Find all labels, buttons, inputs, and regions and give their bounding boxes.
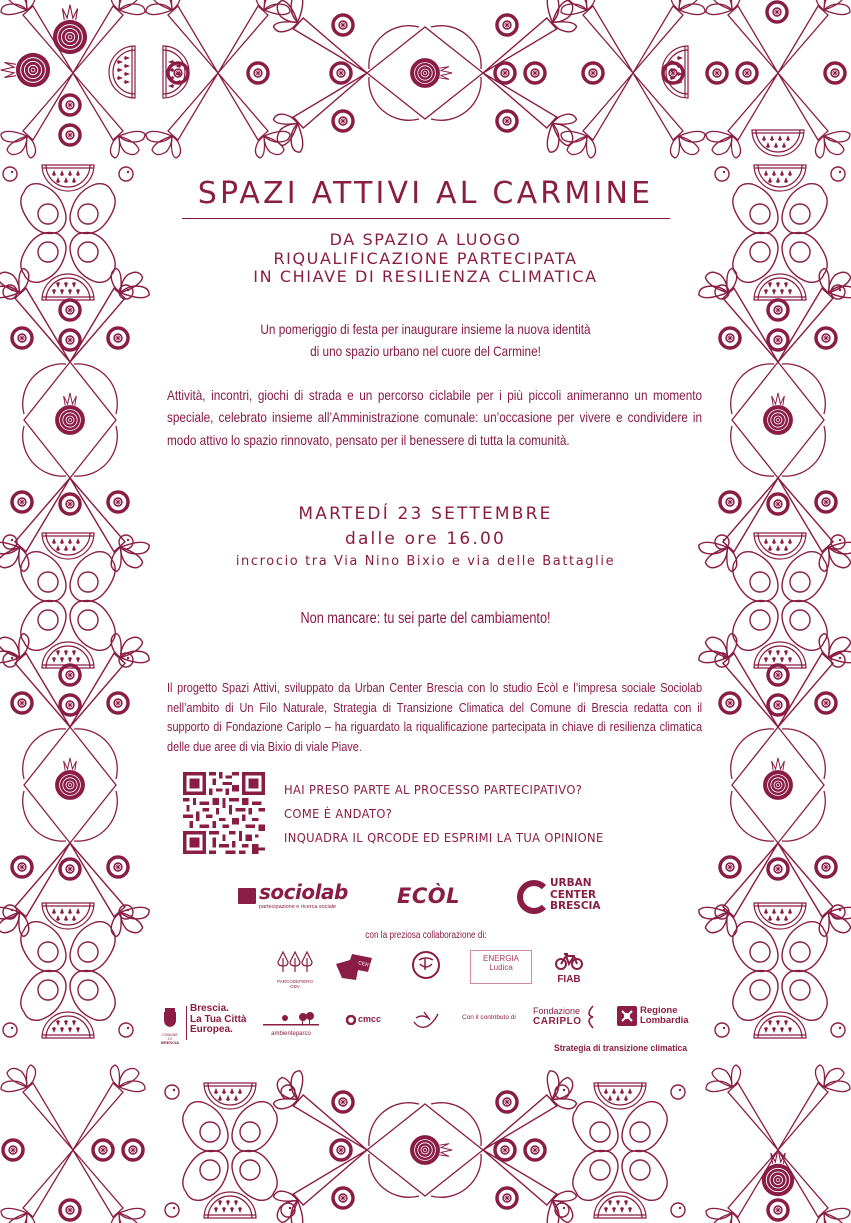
ambiente-parco-text: ambienteparco bbox=[271, 1031, 311, 1037]
intro-line: Un pomeriggio di festa per inaugurare insieme la nuova identità bbox=[260, 321, 591, 337]
sociolab-mark-icon bbox=[238, 888, 256, 904]
cascina-logo bbox=[411, 950, 441, 980]
park-skyline-icon bbox=[263, 1012, 319, 1026]
call-to-action bbox=[150, 610, 701, 628]
subtitle-line: DA SPAZIO A LUOGO bbox=[329, 230, 522, 249]
deco-bottom-right bbox=[706, 1065, 850, 1223]
brescia-text: BRESCIA bbox=[160, 1040, 179, 1045]
poster-subtitle bbox=[170, 231, 681, 287]
sociolab-tagline: partecipazione e ricerca sociale bbox=[259, 904, 337, 910]
event-time: dalle ore 16.00 bbox=[344, 529, 507, 549]
contrib-label: Con il contributo di bbox=[462, 1014, 516, 1021]
subtitle-line: IN CHIAVE DI RESILIENZA CLIMATICA bbox=[253, 267, 598, 286]
deco-top-right bbox=[706, 0, 850, 158]
brescia-city-logo bbox=[190, 1003, 247, 1036]
event-date: MARTEDÍ 23 SETTEMBRE bbox=[298, 504, 553, 524]
cariplo-logo bbox=[533, 1006, 593, 1027]
lombardia-rose-icon bbox=[617, 1006, 637, 1026]
hands-logo bbox=[412, 1010, 440, 1032]
energia-text: ENERGIA bbox=[482, 954, 519, 963]
brescia-city-line: Europea. bbox=[190, 1024, 233, 1035]
lombardia-line: Regione bbox=[640, 1005, 678, 1016]
urban-center-brescia-logo bbox=[517, 878, 612, 916]
sociolab-name: sociolab bbox=[259, 880, 348, 904]
logo-separator bbox=[186, 1006, 187, 1040]
survey-line: COME È ANDATO? bbox=[284, 806, 393, 821]
intro-line: di uno spazio urbano nel cuore del Carmine! bbox=[310, 343, 541, 359]
comune-text: COMUNE DI bbox=[162, 1033, 178, 1041]
trees-icon bbox=[277, 950, 313, 974]
cta-text: Non mancare: tu sei parte del cambiamento! bbox=[300, 610, 551, 627]
fiab-logo bbox=[554, 952, 584, 985]
lombardia-line: Lombardia bbox=[640, 1015, 689, 1026]
project-paragraph: Il progetto Spazi Attivi, sviluppato da Urban Center Brescia con lo studio Ecòl e l’impresa sociale Sociolab nell’ambito di Un Filo Naturale, Strategia di Transizione Climatica del Comune di Brescia redatta con il supporto di Fondazione Cariplo – ha riguardato la riqualificazione partecipata in chiave di resilienza climatica delle due aree di via Bixio di viale Piave. bbox=[167, 680, 703, 754]
collaboration-label bbox=[150, 930, 701, 941]
survey-line: HAI PRESO PARTE AL PROCESSO PARTECIPATIVO? bbox=[284, 782, 583, 797]
ucb-line: BRESCIA bbox=[550, 900, 601, 912]
description-paragraph: Attività, incontri, giochi di strada e un percorso ciclabile per i più piccoli animeranno un momento speciale, celebrato insieme all’Amministrazione comunale: un’occasione per vivere e condividere in modo attivo lo spazio rinnovato, pensato per il benessere di tutta la comunità. bbox=[167, 387, 703, 448]
qr-code-icon[interactable] bbox=[183, 772, 265, 854]
collab-text: con la preziosa collaborazione di: bbox=[364, 930, 487, 941]
parcodepiero-sub: ODV bbox=[290, 984, 300, 989]
cariplo-line: CARIPLO bbox=[533, 1016, 582, 1027]
cmcc-text: cmcc bbox=[358, 1014, 382, 1024]
ucb-line: URBAN bbox=[550, 877, 592, 889]
coat-of-arms-icon bbox=[162, 1006, 178, 1028]
poster-title: SPAZI ATTIVI AL CARMINE bbox=[197, 176, 654, 211]
deco-top-left bbox=[1, 0, 145, 158]
cariplo-line: Fondazione bbox=[533, 1006, 581, 1016]
intro-text bbox=[211, 318, 640, 362]
poster-content bbox=[150, 0, 701, 1223]
ambiente-parco-logo bbox=[263, 1012, 319, 1038]
fiab-text: FIAB bbox=[557, 974, 581, 985]
cariplo-mark-icon bbox=[584, 1005, 596, 1029]
title-divider bbox=[182, 218, 670, 219]
partner-logos bbox=[150, 946, 701, 996]
survey-line: INQUADRA IL QRCODE ED ESPRIMI LA TUA OPINIONE bbox=[284, 830, 604, 845]
comune-brescia-logo bbox=[160, 1006, 180, 1045]
ucb-line: CENTER bbox=[550, 888, 597, 901]
event-location: incrocio tra Via Nino Bixio e via delle Battaglie bbox=[235, 554, 616, 569]
certo-logo bbox=[334, 952, 376, 982]
certo-shape-icon bbox=[334, 952, 376, 982]
cmcc-mark-icon bbox=[346, 1015, 356, 1025]
deco-bottom-left bbox=[1, 1065, 145, 1223]
parcodepiero-name: PARCODEPIERO bbox=[277, 979, 313, 984]
brescia-city-line: La Tua Città bbox=[190, 1013, 247, 1025]
sociolab-logo bbox=[238, 880, 348, 912]
svg-text:CERTO: CERTO bbox=[357, 960, 376, 971]
bicycle-icon bbox=[554, 952, 584, 970]
parcodepiero-logo bbox=[277, 950, 313, 989]
brescia-city-line: Brescia. bbox=[190, 1003, 229, 1014]
strategy-label: Strategia di transizione climatica bbox=[554, 1043, 688, 1054]
ludica-text: Ludica bbox=[489, 963, 513, 972]
hands-icon bbox=[412, 1010, 440, 1032]
cascina-emblem-icon bbox=[411, 950, 441, 980]
organiser-logos bbox=[150, 874, 701, 918]
urban-center-ring-icon bbox=[517, 880, 551, 914]
survey-prompt bbox=[284, 778, 704, 850]
energia-ludica-logo bbox=[470, 950, 532, 984]
subtitle-line: RIQUALIFICAZIONE PARTECIPATA bbox=[273, 248, 578, 268]
ecol-logo: ECÒL bbox=[397, 884, 460, 908]
urban-center-text bbox=[550, 878, 601, 913]
